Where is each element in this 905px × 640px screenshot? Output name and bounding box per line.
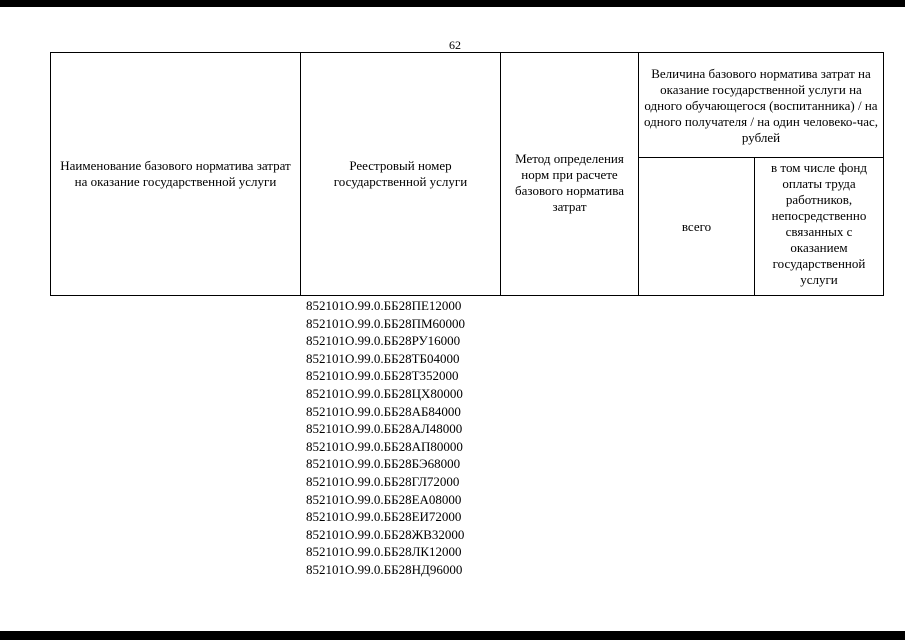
registry-code: 852101О.99.0.ББ28АЛ48000	[306, 421, 463, 437]
registry-code: 852101О.99.0.ББ28АП80000	[306, 438, 463, 454]
column-header-total: всего	[681, 218, 712, 234]
registry-code: 852101О.99.0.ББ28НД96000	[306, 561, 463, 577]
registry-code: 852101О.99.0.ББ28РУ16000	[306, 333, 461, 349]
registry-code: 852101О.99.0.ББ28АБ84000	[306, 403, 461, 419]
table-header	[50, 52, 884, 296]
page-number: 62	[449, 38, 461, 52]
column-header-name: Наименование базового норматива затрат на оказание государственной услуги	[60, 158, 291, 189]
bottom-scan-border	[0, 631, 905, 640]
column-header-registry-number: Реестровый номер государственной услуги	[333, 158, 468, 189]
column-header-payroll: в том числе фонд оплаты труда работников, непосредственно связанных с оказанием государственной услуги	[771, 160, 867, 287]
registry-code: 852101О.99.0.ББ28ЦХ80000	[306, 385, 463, 401]
registry-code: 852101О.99.0.ББ28ГЛ72000	[306, 473, 460, 489]
registry-code: 852101О.99.0.ББ28ПЕ12000	[306, 298, 462, 313]
registry-code: 852101О.99.0.ББ28ПМ60000	[306, 315, 466, 331]
registry-code: 852101О.99.0.ББ28Т352000	[306, 368, 459, 384]
column-header-method: Метод определения норм при расчете базового норматива затрат	[515, 151, 624, 214]
column-header-norm-value: Величина базового норматива затрат на оказание государственной услуги на одного обучающегося (воспитанника) / на одного получателя / на один человеко-час, рублей	[643, 66, 879, 145]
top-scan-border	[0, 0, 905, 7]
registry-code: 852101О.99.0.ББ28ЖВ32000	[306, 526, 465, 542]
registry-code-list	[306, 297, 465, 579]
registry-code: 852101О.99.0.ББ28ЛК12000	[306, 544, 462, 560]
registry-code: 852101О.99.0.ББ28ТБ04000	[306, 350, 460, 366]
registry-code: 852101О.99.0.ББ28ЕА08000	[306, 491, 462, 507]
registry-code: 852101О.99.0.ББ28ЕИ72000	[306, 509, 462, 525]
registry-code: 852101О.99.0.ББ28БЭ68000	[306, 456, 461, 472]
